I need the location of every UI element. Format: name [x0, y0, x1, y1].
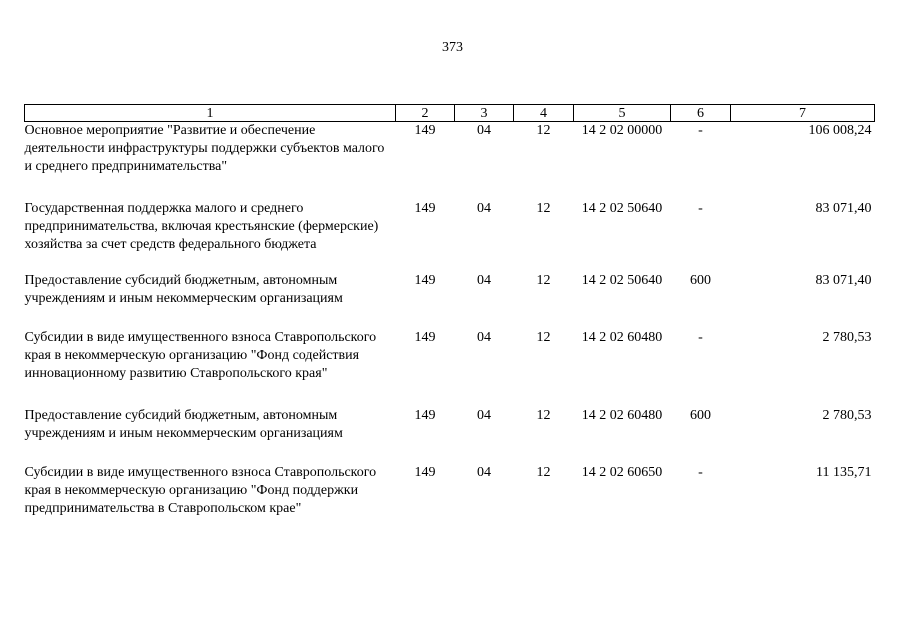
- row-col-7: 11 135,71: [816, 465, 872, 480]
- table-row: [25, 407, 875, 464]
- row-col-2: 149: [414, 408, 436, 423]
- row-col-7: 2 780,53: [822, 408, 872, 423]
- row-col-5: 14 2 02 60480: [581, 408, 663, 423]
- table-row: [25, 200, 875, 272]
- row-name: Предоставление субсидий бюджетным, автономным учреждениям и иным некоммерческим организациям: [24, 273, 343, 306]
- row-col-3: 04: [477, 123, 491, 138]
- row-col-4: 12: [536, 273, 551, 288]
- row-col-7: 83 071,40: [815, 201, 872, 216]
- header-col-3: 3: [455, 105, 514, 122]
- row-col-3: 04: [477, 330, 491, 345]
- row-col-2: 149: [414, 201, 436, 216]
- row-col-7: 2 780,53: [822, 330, 872, 345]
- header-col-7: 7: [731, 105, 875, 122]
- header-row: [25, 105, 875, 122]
- row-col-4: 12: [536, 408, 551, 423]
- row-col-5: 14 2 02 60480: [581, 330, 663, 345]
- row-name: Государственная поддержка малого и среднего предпринимательства, включая крестьянские (фермерские) хозяйства за счет средств федерального бюджета: [24, 201, 379, 252]
- row-name: Основное мероприятие "Развитие и обеспечение деятельности инфраструктуры поддержки субъектов малого и среднего предпринимательства": [24, 123, 385, 174]
- row-col-6: -: [698, 123, 703, 138]
- row-col-7: 106 008,24: [808, 123, 872, 138]
- row-col-5: 14 2 02 60650: [581, 465, 663, 480]
- row-col-2: 149: [414, 123, 436, 138]
- row-name: Субсидии в виде имущественного взноса Ставропольского края в некоммерческую организацию "Фонд поддержки предпринимательства в Ставропольском крае": [24, 465, 377, 516]
- row-col-4: 12: [536, 123, 551, 138]
- table-row: [25, 329, 875, 407]
- header-col-2: 2: [396, 105, 455, 122]
- table-row: [25, 464, 875, 536]
- page-number: 373: [442, 40, 463, 55]
- table-row: [25, 122, 875, 201]
- budget-table: [24, 104, 875, 536]
- header-col-1: 1: [25, 105, 396, 122]
- row-col-4: 12: [536, 201, 551, 216]
- row-col-4: 12: [536, 330, 551, 345]
- header-col-5: 5: [574, 105, 671, 122]
- row-name: Предоставление субсидий бюджетным, автономным учреждениям и иным некоммерческим организациям: [24, 408, 343, 441]
- row-col-2: 149: [414, 273, 436, 288]
- row-col-2: 149: [414, 330, 436, 345]
- header-col-4: 4: [514, 105, 574, 122]
- row-col-3: 04: [477, 465, 491, 480]
- row-col-6: -: [698, 465, 703, 480]
- row-col-7: 83 071,40: [815, 273, 872, 288]
- row-col-6: -: [698, 201, 703, 216]
- row-col-4: 12: [536, 465, 551, 480]
- row-col-5: 14 2 02 00000: [581, 123, 663, 138]
- row-col-3: 04: [477, 201, 491, 216]
- row-col-6: 600: [690, 273, 711, 288]
- row-col-3: 04: [477, 273, 491, 288]
- row-col-6: -: [698, 330, 703, 345]
- row-col-5: 14 2 02 50640: [581, 201, 663, 216]
- row-col-3: 04: [477, 408, 491, 423]
- row-name: Субсидии в виде имущественного взноса Ставропольского края в некоммерческую организацию "Фонд содействия инновационному развитию Ставропольского края": [24, 330, 377, 381]
- header-col-6: 6: [671, 105, 731, 122]
- row-col-6: 600: [690, 408, 711, 423]
- row-col-5: 14 2 02 50640: [581, 273, 663, 288]
- table-row: [25, 272, 875, 329]
- row-col-2: 149: [414, 465, 436, 480]
